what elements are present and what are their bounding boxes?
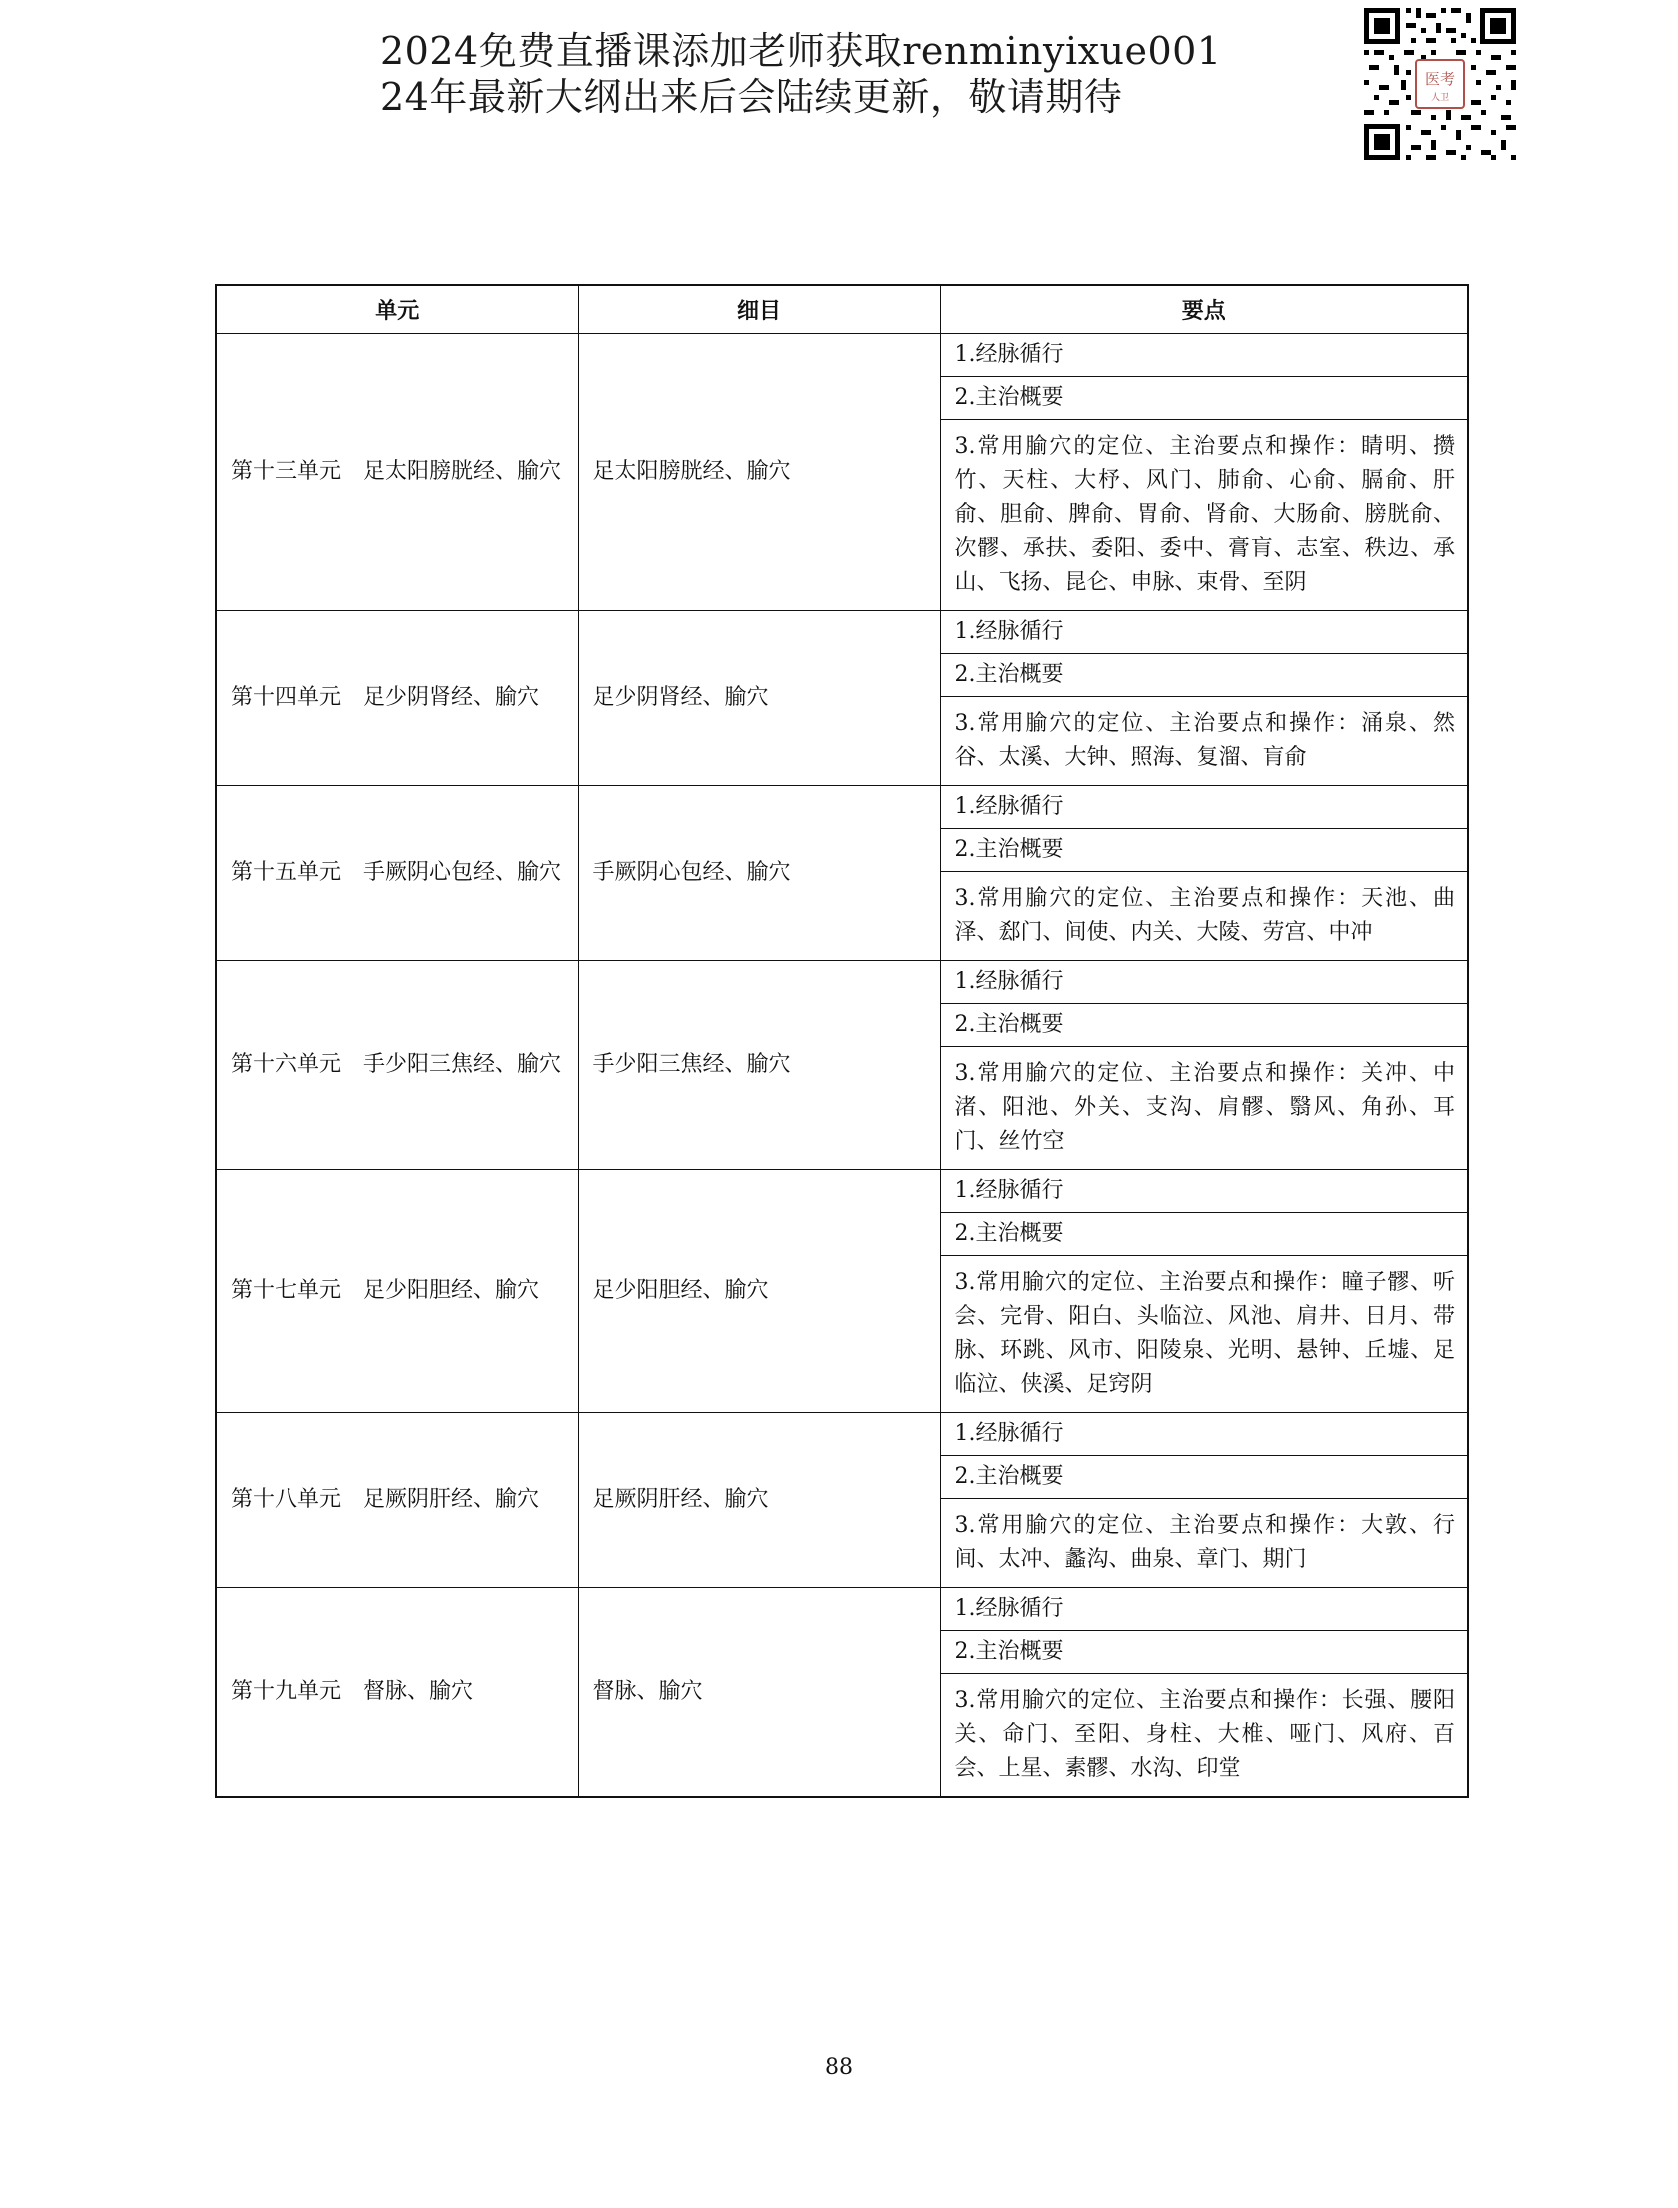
point-cell: 3.常用腧穴的定位、主治要点和操作：瞳子髎、听会、完骨、阳白、头临泣、风池、肩井、日月、带脉、环跳、风市、阳陵泉、光明、悬钟、丘墟、足临泣、侠溪、足窍阴	[940, 1256, 1468, 1413]
header-points: 要点	[940, 285, 1468, 334]
table-row	[216, 1170, 1468, 1213]
table-row	[216, 786, 1468, 829]
item-cell: 足少阳胆经、腧穴	[578, 1170, 940, 1413]
point-cell: 2.主治概要	[940, 1631, 1468, 1674]
page-number: 88	[825, 2055, 853, 2080]
header-item: 细目	[578, 285, 940, 334]
table-row	[216, 334, 1468, 377]
point-cell: 1.经脉循行	[940, 786, 1468, 829]
item-cell: 手少阳三焦经、腧穴	[578, 961, 940, 1170]
qr-finder-bottom-left	[1364, 124, 1400, 160]
table-row	[216, 611, 1468, 654]
qr-code	[1360, 4, 1520, 164]
table-row	[216, 1413, 1468, 1456]
point-cell: 2.主治概要	[940, 1004, 1468, 1047]
item-cell: 足厥阴肝经、腧穴	[578, 1413, 940, 1588]
point-cell: 3.常用腧穴的定位、主治要点和操作：睛明、攒竹、天柱、大杼、风门、肺俞、心俞、膈俞、肝俞、胆俞、脾俞、胃俞、肾俞、大肠俞、膀胱俞、次髎、承扶、委阳、委中、膏肓、志室、秩边、承山、飞扬、昆仑、申脉、束骨、至阴	[940, 420, 1468, 611]
item-cell: 督脉、腧穴	[578, 1588, 940, 1798]
point-cell: 2.主治概要	[940, 1213, 1468, 1256]
qr-center-logo	[1416, 60, 1464, 108]
unit-cell: 第十五单元 手厥阴心包经、腧穴	[216, 786, 578, 961]
unit-cell: 第十四单元 足少阴肾经、腧穴	[216, 611, 578, 786]
point-cell: 3.常用腧穴的定位、主治要点和操作：长强、腰阳关、命门、至阳、身柱、大椎、哑门、风府、百会、上星、素髎、水沟、印堂	[940, 1674, 1468, 1798]
point-cell: 1.经脉循行	[940, 334, 1468, 377]
promo-line-1: 2024免费直播课添加老师获取renminyixue001	[380, 29, 1222, 73]
point-cell: 3.常用腧穴的定位、主治要点和操作：天池、曲泽、郄门、间使、内关、大陵、劳宫、中冲	[940, 872, 1468, 961]
point-cell: 2.主治概要	[940, 829, 1468, 872]
unit-cell: 第十六单元 手少阳三焦经、腧穴	[216, 961, 578, 1170]
point-cell: 1.经脉循行	[940, 1170, 1468, 1213]
point-cell: 3.常用腧穴的定位、主治要点和操作：关冲、中渚、阳池、外关、支沟、肩髎、翳风、角孙、耳门、丝竹空	[940, 1047, 1468, 1170]
unit-cell: 第十八单元 足厥阴肝经、腧穴	[216, 1413, 578, 1588]
promo-line-2: 24年最新大纲出来后会陆续更新，敬请期待	[380, 75, 1123, 119]
table-header-row	[216, 285, 1468, 334]
point-cell: 2.主治概要	[940, 1456, 1468, 1499]
unit-cell: 第十七单元 足少阳胆经、腧穴	[216, 1170, 578, 1413]
item-cell: 足少阴肾经、腧穴	[578, 611, 940, 786]
point-cell: 1.经脉循行	[940, 611, 1468, 654]
table-row	[216, 961, 1468, 1004]
promo-header	[380, 28, 1222, 120]
header-unit: 单元	[216, 285, 578, 334]
point-cell: 2.主治概要	[940, 377, 1468, 420]
item-cell: 手厥阴心包经、腧穴	[578, 786, 940, 961]
qr-logo-subtext: 人卫	[1430, 93, 1450, 103]
point-cell: 3.常用腧穴的定位、主治要点和操作：涌泉、然谷、太溪、大钟、照海、复溜、肓俞	[940, 697, 1468, 786]
point-cell: 1.经脉循行	[940, 961, 1468, 1004]
qr-logo-text: 医考	[1424, 70, 1456, 88]
point-cell: 2.主治概要	[940, 654, 1468, 697]
syllabus-table	[215, 284, 1469, 1798]
point-cell: 1.经脉循行	[940, 1588, 1468, 1631]
point-cell: 3.常用腧穴的定位、主治要点和操作：大敦、行间、太冲、蠡沟、曲泉、章门、期门	[940, 1499, 1468, 1588]
item-cell: 足太阳膀胱经、腧穴	[578, 334, 940, 611]
point-cell: 1.经脉循行	[940, 1413, 1468, 1456]
qr-finder-top-right	[1480, 8, 1516, 44]
unit-cell: 第十九单元 督脉、腧穴	[216, 1588, 578, 1798]
unit-cell: 第十三单元 足太阳膀胱经、腧穴	[216, 334, 578, 611]
qr-finder-top-left	[1364, 8, 1400, 44]
table-row	[216, 1588, 1468, 1631]
